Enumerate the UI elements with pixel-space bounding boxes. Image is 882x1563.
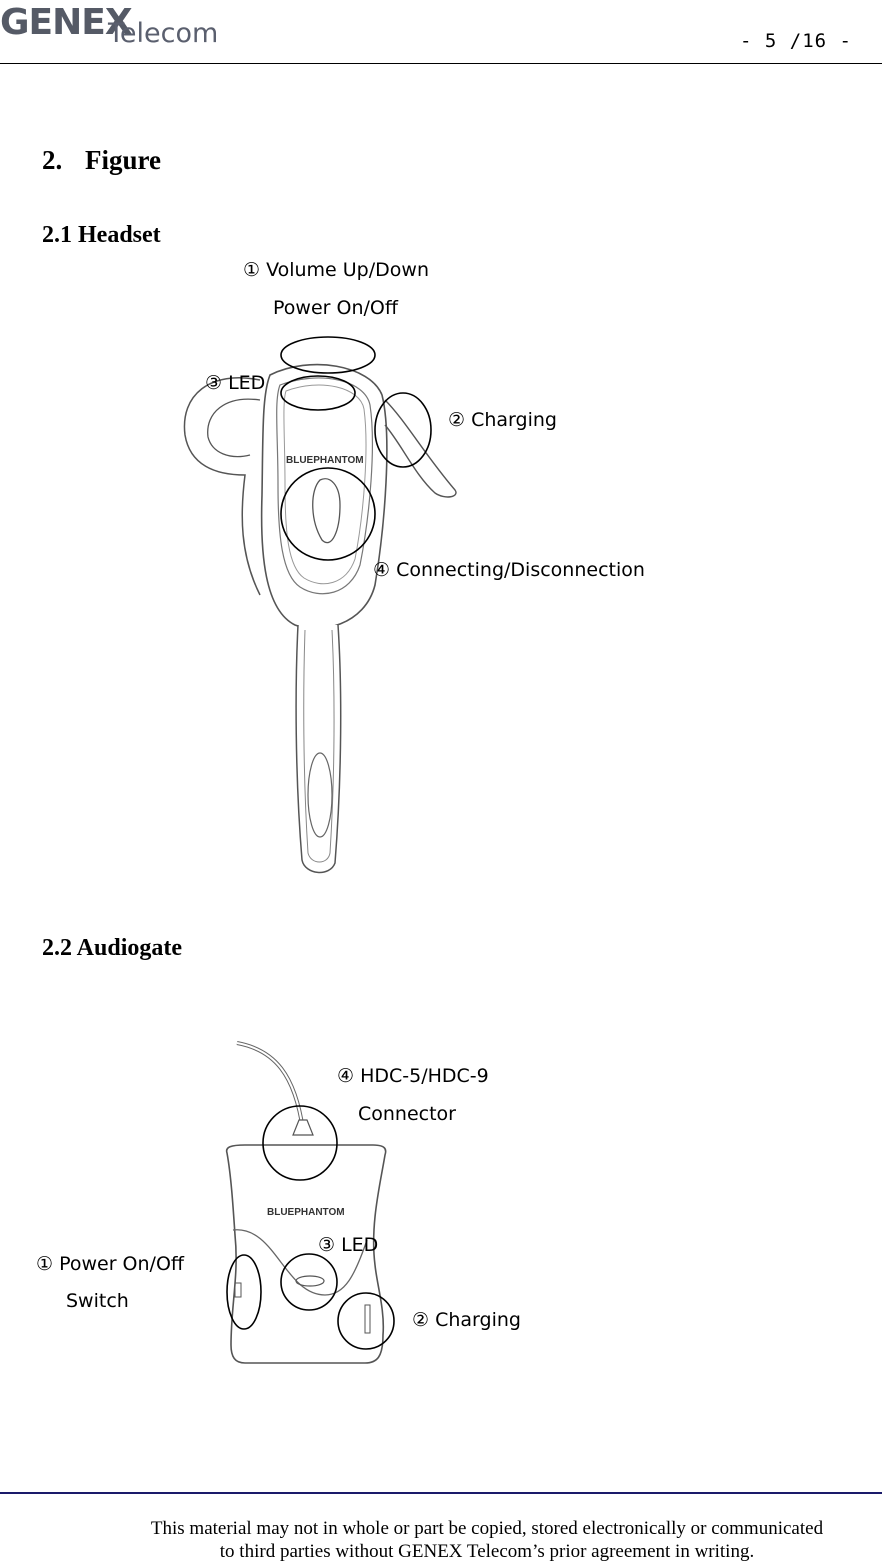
footer-divider	[0, 1492, 882, 1494]
headset-brand-print: BLUEPHANTOM	[286, 455, 364, 466]
label-volume-line2: Power On/Off	[273, 297, 398, 319]
header-divider	[0, 63, 882, 64]
audiogate-heading: 2.2 Audiogate	[42, 935, 183, 961]
label-connector-line2: Connector	[358, 1103, 456, 1125]
logo-brand: GENEX	[0, 2, 132, 43]
footer-notice-line2: to third parties without GENEX Telecom’s prior agreement in writing.	[219, 1541, 755, 1562]
section-title: Figure	[85, 145, 161, 175]
label-headset-led: ③ LED	[205, 372, 266, 394]
label-power-line1: ① Power On/Off	[36, 1253, 185, 1275]
label-connector-line1: ④ HDC-5/HDC-9	[337, 1065, 489, 1087]
headset-heading: 2.1 Headset	[42, 222, 161, 248]
label-power-line2: Switch	[66, 1290, 129, 1312]
headset-illustration	[170, 325, 480, 885]
label-audiogate-charging: ② Charging	[412, 1309, 521, 1331]
footer-notice-line1: This material may not in whole or part be copied, stored electronically or communicated	[150, 1518, 824, 1539]
section-number: 2.	[42, 145, 63, 175]
label-headset-charging: ② Charging	[448, 409, 557, 431]
company-logo	[0, 0, 240, 60]
label-headset-connecting: ④ Connecting/Disconnection	[373, 559, 645, 581]
logo-sub: Telecom	[108, 18, 219, 49]
page-number: - 5 /16 -	[740, 30, 852, 52]
label-volume-line1: ① Volume Up/Down	[243, 259, 429, 281]
label-audiogate-led: ③ LED	[318, 1234, 379, 1256]
audiogate-brand-print: BLUEPHANTOM	[267, 1207, 345, 1218]
